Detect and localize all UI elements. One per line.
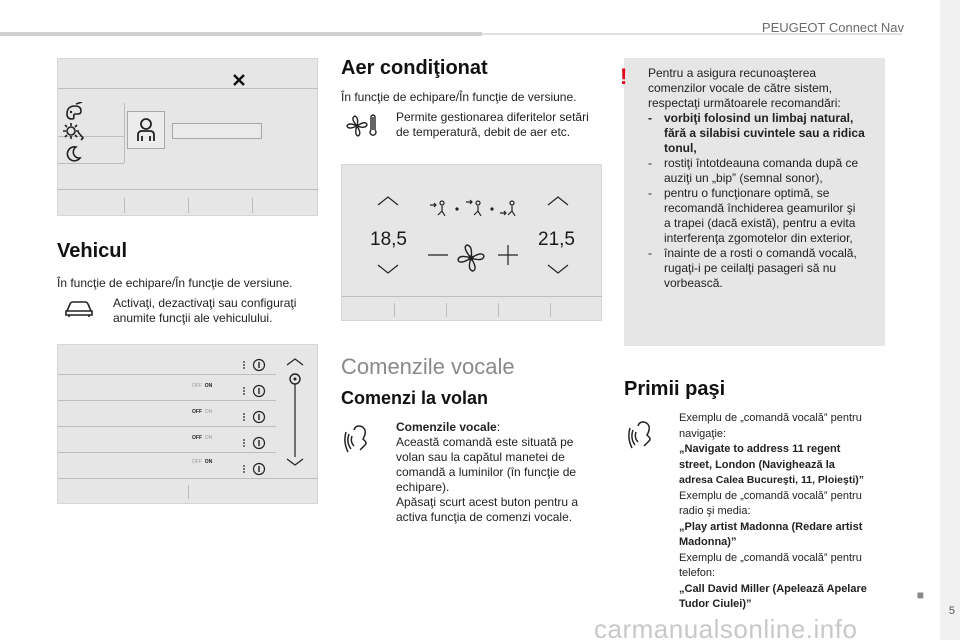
voice-label-text: Comenzile vocale [396,420,497,434]
toggle-off: OFF [192,383,202,389]
car-icon [64,300,94,318]
warning-bullet: - vorbiţi folosind un limbaj natural, fără a silabisi cuvintele sau a ridica tonul, [648,111,865,155]
person-icon [128,112,164,148]
voice-section-title: Comenzile vocale [341,354,515,379]
air-distribution-icon[interactable] [428,199,520,219]
voice-line: comandă a luminilor (în funcţie de [396,465,577,479]
settings-gear-icon[interactable] [62,122,86,142]
toggle-switch[interactable] [192,459,212,465]
bullet-line: recomandă închiderea geamurilor şi [664,201,856,215]
voice-line: volan sau la capătul manetei de [396,450,565,464]
toggle-on: ON [204,435,213,441]
example-intro: Exemplu de „comandă vocală” pentru [679,412,862,424]
voice-line: Această comandă este situată pe [396,435,574,449]
vehicle-desc [113,296,296,326]
toggle-switch[interactable] [192,409,212,415]
moon-icon[interactable] [64,145,82,163]
warning-line: respectaţi următoarele recomandări: [648,96,841,110]
first-steps-title: Primii paşi [624,378,726,400]
bullet-line: tonul, [664,141,697,155]
warning-line: Pentru a asigura recunoaşterea [648,66,817,80]
bullet-line: vorbească. [664,276,723,290]
voice-line: echipare). [396,480,450,494]
ac-intro: În funcţie de echipare/În funcţie de versiune. [341,90,577,104]
example-intro: telefon: [679,567,716,579]
voice-line: Apăsaţi scurt acest buton pentru a [396,495,579,509]
bullet-line: interferenţa zgomotelor din exterior, [664,231,853,245]
ac-desc-line: de temperatură, debit de aer etc. [396,125,571,139]
vehicle-desc-line: Activaţi, dezactivaţi sau configuraţi [113,296,297,310]
scrollbar[interactable] [284,357,306,469]
example-intro: Exemplu de „comandă vocală” pentru [679,551,862,564]
voice-command-icon [628,420,658,450]
ac-desc-line: Permite gestionarea diferitelor setări [396,110,589,124]
row-options [241,355,271,484]
example-command: street, London (Navighează la [679,458,835,471]
toggle-switch[interactable] [192,435,212,441]
example-intro: Exemplu de „comandă vocală” pentru [679,489,862,502]
bullet-line: rostiţi întotdeauna comanda după ce [664,156,859,170]
toggle-off: OFF [192,435,202,441]
voice-line: activa funcţia de comenzi vocale. [396,510,573,524]
page-marker: ■ [916,588,924,602]
vehicle-title: Vehicul [57,240,128,262]
more-options-icon [243,361,245,369]
vehicle-menu-screen [57,58,318,216]
bullet-line: a trapei (dacă există), pentru a evita [664,216,856,230]
voice-command-icon [344,424,374,454]
example-intro: navigaţie: [679,427,727,440]
temp-left-up-icon[interactable] [376,195,400,207]
bullet-line: rugaţi-i pe ceilalţi pasageri să nu [664,261,837,275]
voice-desc [396,420,578,525]
warning-bullet: - rostiţi întotdeauna comanda după ce auziţi un „bip” (semnal sonor), [648,156,859,185]
info-icon [254,360,265,371]
temp-right-down-icon[interactable] [546,263,570,275]
temp-right-value: 21,5 [538,229,575,250]
side-strip [940,0,960,640]
page-number: 5 [948,605,955,617]
temp-left-down-icon[interactable] [376,263,400,275]
bullet-line: înainte de a rosti o comandă vocală, [664,246,857,260]
voice-title: Comenzi la volan [341,388,489,408]
bullet-line: auziţi un „bip” (semnal sonor), [664,171,823,185]
palette-icon[interactable] [64,102,84,122]
example-intro: radio şi media: [679,505,751,517]
bullet-line: vorbiţi folosind un limbaj natural, [664,111,854,125]
bullet-line: fără a silabisi cuvintele sau a ridica [664,126,865,140]
toggle-on: ON [204,459,213,465]
profile-name-field[interactable] [172,123,262,139]
voice-label: Comenzile vocale: [396,420,501,434]
ac-title: Aer condiţionat [341,57,488,79]
warning-box [620,58,885,346]
toggle-on: ON [204,409,213,415]
toggle-off: OFF [192,409,202,415]
example-command: „Navigate to address 11 regent [679,443,841,455]
close-icon[interactable] [232,73,246,87]
example-command: „Play artist Madonna (Redare artist [679,520,863,533]
example-command: „Call David Miller (Apelează Apelare [679,582,867,595]
ac-desc [396,110,589,140]
vehicle-intro: În funcţie de echipare/În funcţie de versiune. [57,276,293,290]
bullet-line: pentru o funcţionare optimă, se [664,186,830,200]
example-command: Tudor Ciulei)” [679,598,752,610]
vehicle-functions-screen [57,344,318,504]
warning-text [648,66,882,291]
header-rule [0,32,482,36]
page-header-title: PEUGEOT Connect Nav [761,20,904,35]
toggle-off: OFF [192,459,202,465]
warning-bullet: - pentru o funcţionare optimă, se recomandă închiderea geamurilor şi a trapei (dacă există), pentru a evita interferenţa zgomotelor din exterior, [648,186,856,245]
example-command: Madonna)” [679,536,737,548]
fan-icon[interactable] [456,243,486,273]
warning-line: comenzilor vocale de către sistem, [648,81,833,95]
warning-bullet: - înainte de a rosti o comandă vocală, rugaţi-i pe ceilalţi pasageri să nu vorbească. [648,246,857,290]
temp-left-value: 18,5 [370,229,407,250]
vehicle-desc-line: anumite funcţii ale vehiculului. [113,311,273,325]
climate-icon [346,114,380,138]
toggle-on: ON [204,383,213,389]
first-steps-examples [679,411,884,613]
profile-tile[interactable] [127,111,165,149]
example-command: adresa Calea Bucureşti, 11, Ploieşti)” [679,474,865,486]
toggle-switch[interactable] [192,383,212,389]
warning-exclamation-icon: ! [620,64,628,89]
fan-increase-icon[interactable] [498,245,518,265]
temp-right-up-icon[interactable] [546,195,570,207]
climate-screen [341,164,602,321]
fan-decrease-icon[interactable] [428,253,448,257]
watermark: carmanualsonline.info [594,614,858,640]
